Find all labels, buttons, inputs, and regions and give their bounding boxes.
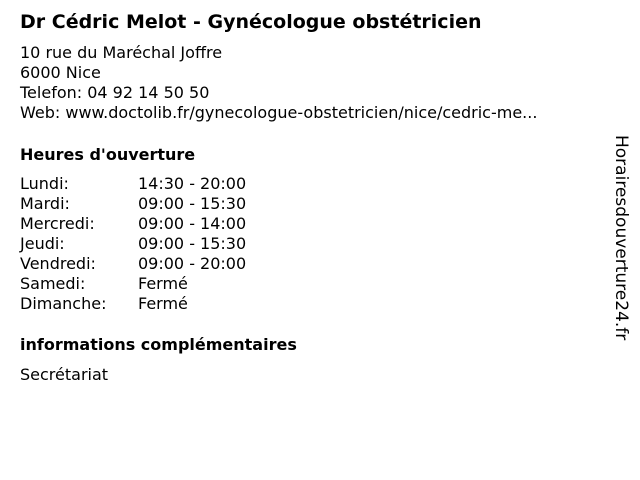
- time-range: 14:30 - 20:00: [138, 174, 247, 193]
- hours-row-saturday: [20, 274, 246, 294]
- day-label: Samedi:: [20, 274, 86, 293]
- site-brand-watermark: Horairesdouverture24.fr: [611, 135, 631, 341]
- hours-row-monday: [20, 174, 246, 194]
- day-label: Mercredi:: [20, 214, 95, 233]
- address-city: 6000 Nice: [20, 63, 101, 82]
- day-label: Mardi:: [20, 194, 70, 213]
- day-label: Lundi:: [20, 174, 69, 193]
- website-url: Web: www.doctolib.fr/gynecologue-obstetricien/nice/cedric-me...: [20, 103, 538, 122]
- hours-row-wednesday: [20, 214, 246, 234]
- additional-info-heading: informations complémentaires: [20, 335, 297, 354]
- hours-row-friday: [20, 254, 246, 274]
- opening-hours-heading: Heures d'ouverture: [20, 145, 196, 164]
- day-label: Jeudi:: [20, 234, 65, 253]
- opening-hours-list: [20, 174, 246, 314]
- address-street: 10 rue du Maréchal Joffre: [20, 43, 223, 62]
- phone-number: Telefon: 04 92 14 50 50: [20, 83, 210, 102]
- page-title: Dr Cédric Melot - Gynécologue obstétricien: [20, 11, 482, 33]
- hours-row-sunday: [20, 294, 246, 314]
- time-range: Fermé: [138, 274, 188, 293]
- day-label: Dimanche:: [20, 294, 107, 313]
- time-range: 09:00 - 15:30: [138, 194, 247, 213]
- hours-row-tuesday: [20, 194, 246, 214]
- time-range: 09:00 - 20:00: [138, 254, 247, 273]
- hours-row-thursday: [20, 234, 246, 254]
- time-range: 09:00 - 14:00: [138, 214, 247, 233]
- day-label: Vendredi:: [20, 254, 96, 273]
- time-range: 09:00 - 15:30: [138, 234, 247, 253]
- address-block: [20, 43, 537, 123]
- time-range: Fermé: [138, 294, 188, 313]
- additional-info-text: Secrétariat: [20, 365, 109, 384]
